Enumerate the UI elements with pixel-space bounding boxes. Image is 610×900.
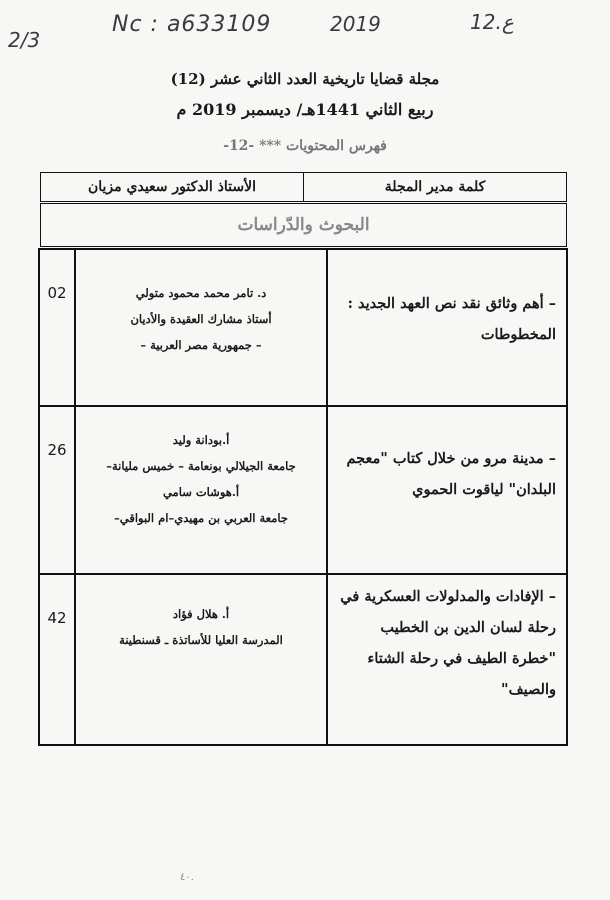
article-page: 42 bbox=[47, 609, 67, 627]
author-line: د. تامر محمد محمود متولي bbox=[135, 286, 267, 300]
title-line: والصيف" bbox=[501, 681, 556, 698]
table-row bbox=[40, 575, 566, 746]
section-title: البحوث والدّراسات bbox=[40, 203, 567, 247]
journal-title: مجلة قضايا تاريخية العدد الثاني عشر (12) bbox=[170, 70, 440, 88]
title-line: "خطرة الطيف في رحلة الشتاء bbox=[367, 650, 556, 667]
author-line: جامعة الجيلالي بونعامة – خميس مليانة– bbox=[106, 459, 296, 473]
editor-word-table bbox=[40, 172, 567, 202]
footer-mark: ٤٠. bbox=[180, 872, 194, 883]
author-line: أ.بودانة وليد bbox=[172, 433, 230, 447]
handwritten-nc-code: Nc : a633109 bbox=[112, 12, 272, 37]
table-row bbox=[40, 250, 566, 405]
author-line: – جمهورية مصر العربية – bbox=[140, 338, 262, 352]
author-line: جامعة العربي بن مهيدي–ام البواقي– bbox=[113, 511, 288, 525]
article-page: 02 bbox=[47, 284, 67, 302]
table-row bbox=[40, 407, 566, 573]
title-line: رحلة لسان الدين بن الخطيب bbox=[380, 619, 556, 636]
handwritten-page-fraction: 2/3 bbox=[8, 28, 41, 52]
journal-date: ربيع الثاني 1441هـ/ ديسمبر 2019 م bbox=[176, 100, 434, 119]
article-title bbox=[330, 443, 556, 505]
article-title bbox=[330, 288, 556, 350]
author-line: أستاذ مشارك العقيدة والأديان bbox=[130, 312, 272, 326]
editor-word-label: كلمة مدير المجلة bbox=[303, 173, 566, 201]
title-line: – أهم وثائق نقد نص العهد الجديد : bbox=[347, 295, 556, 312]
title-line: البلدان" لياقوت الحموي bbox=[412, 481, 556, 498]
author-line: أ.هوشات سامي bbox=[162, 485, 240, 499]
title-line: – مدينة مرو من خلال كتاب "معجم bbox=[346, 450, 556, 467]
title-line: – الإفادات والمدلولات العسكرية في bbox=[340, 588, 556, 605]
article-page: 26 bbox=[47, 441, 67, 459]
article-authors bbox=[76, 280, 326, 358]
article-authors bbox=[76, 601, 326, 653]
article-title bbox=[330, 581, 556, 705]
handwritten-year: 2019 bbox=[330, 12, 381, 36]
editor-name: الأستاذ الدكتور سعيدي مزيان bbox=[87, 179, 257, 195]
article-authors bbox=[76, 427, 326, 531]
handwritten-ref: 12.ع bbox=[470, 10, 514, 34]
contents-table bbox=[38, 248, 568, 746]
title-line: المخطوطات bbox=[480, 326, 556, 343]
author-line: أ. هلال فؤاد bbox=[172, 607, 230, 621]
contents-heading: فهرس المحتويات *** -12- bbox=[223, 138, 387, 154]
author-line: المدرسة العليا للأساتذة ـ قسنطينة bbox=[119, 633, 283, 647]
